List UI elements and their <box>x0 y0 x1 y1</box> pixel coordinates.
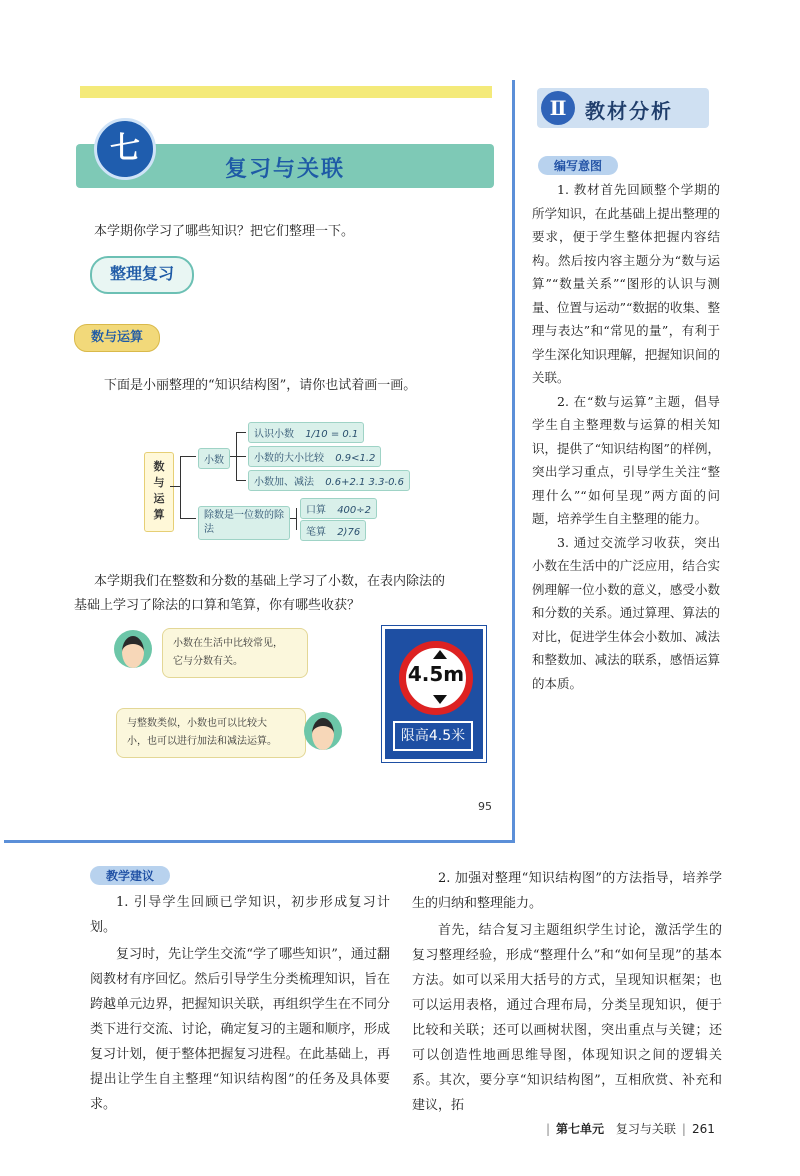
sign-circle <box>399 641 473 715</box>
chapter-title: 复习与关联 <box>224 157 345 182</box>
map-connector <box>296 508 297 530</box>
map-leaf-label: 笔算 <box>306 527 326 538</box>
topic-tag: 数与运算 <box>74 324 160 352</box>
map-leaf-addsub <box>248 470 410 491</box>
chapter-number-badge: 七 <box>94 118 156 180</box>
map-leaf-label: 口算 <box>306 505 326 516</box>
intent-section-tag: 编写意图 <box>538 156 618 175</box>
map-connector <box>236 456 246 457</box>
map-connector <box>180 518 196 519</box>
intent-paragraph: 2. 在“数与运算”主题，倡导学生自主整理数与运算的相关知识，提供了“知识结构图”的样例，突出学习重点，引导学生关注“整理什么”“如何呈现”两方面的问题，培养学生自主整理的能力。 <box>532 393 720 526</box>
knowledge-map <box>4 80 512 560</box>
map-leaf-example: 1/10 = 0.1 <box>305 429 359 440</box>
map-leaf-know-decimal <box>248 422 364 443</box>
footer-title: 复习与关联 <box>615 1122 676 1136</box>
map-branch-decimal: 小数 <box>198 448 230 469</box>
footer-divider: | <box>681 1122 686 1136</box>
map-branch-division: 除数是一位数的除法 <box>198 506 290 540</box>
map-leaf-oral <box>300 498 377 519</box>
arrow-down-icon <box>433 650 447 659</box>
height-limit-sign <box>382 626 486 762</box>
suggestion-paragraph: 首先，结合复习主题组织学生讨论，激活学生的复习整理经验，形成“整理什么”和“如何呈现”的基本方法。如可以采用大括号的方式，呈现知识框架；也可以运用表格，通过合理布局，分类呈现知识，便于比较和关联；还可以画树状图，突出重点与关键；还可以创造性地画思维导图，体现知识之间的逻辑关系。其次，要分享“知识结构图”，互相欣赏、补充和建议，拓 <box>412 923 722 1113</box>
map-leaf-compare <box>248 446 381 467</box>
sign-value: 4.5m <box>407 662 465 686</box>
map-intro: 下面是小丽整理的“知识结构图”，请你也试着画一画。 <box>104 378 417 393</box>
bubble-line: 小数在生活中比较常见， <box>173 638 283 649</box>
textbook-page-number: 95 <box>478 800 492 813</box>
map-leaf-written <box>300 520 366 541</box>
footer-unit: 第七单元 <box>556 1122 605 1136</box>
suggestion-left-column <box>90 890 390 1119</box>
bubble-line: 小，也可以进行加法和减法运算。 <box>127 736 277 747</box>
textbook-page <box>4 80 515 843</box>
sign-caption: 限高4.5米 <box>393 721 473 751</box>
speech-bubble-girl <box>116 708 306 758</box>
bubble-line: 它与分数有关。 <box>173 656 243 667</box>
map-leaf-example: 2)76 <box>337 527 361 538</box>
map-connector <box>180 456 196 457</box>
harvest-paragraph-line2: 基础上学习了除法的口算和笔算，你有哪些收获？ <box>74 598 361 613</box>
intro-question: 本学期你学习了哪些知识？把它们整理一下。 <box>94 224 355 239</box>
map-leaf-example: 0.6+2.1 3.3-0.6 <box>325 477 404 488</box>
map-connector <box>170 486 180 487</box>
intent-paragraph: 1. 教材首先回顾整个学期的所学知识，在此基础上提出整理的要求，便于学生整体把握内容结构。然后按内容主题分为“数与运算”“数量关系”“图形的认识与测量、位置与运动”“数据的收集、整理与表达”和“常见的量”，有利于学生深化知识理解，把握知识间的关联。 <box>532 182 720 385</box>
footer-divider: | <box>546 1122 551 1136</box>
footer-page-number: 261 <box>691 1122 715 1136</box>
intent-paragraph: 3. 通过交流学习收获，突出小数在生活中的广泛应用，结合实例理解一位小数的意义，感受小数和分数的关系。通过算理、算法的对比，促进学生体会小数加、减法和整数加、减法的联系，感悟运算的本质。 <box>532 534 720 691</box>
suggestion-paragraph: 1. 引导学生回顾已学知识，初步形成复习计划。 <box>90 895 390 935</box>
map-leaf-example: 0.9<1.2 <box>335 453 376 464</box>
suggestion-section-tag: 教学建议 <box>90 866 170 885</box>
suggestion-paragraph: 2. 加强对整理“知识结构图”的方法指导，培养学生的归纳和整理能力。 <box>412 871 722 911</box>
map-connector <box>290 518 296 519</box>
harvest-paragraph-line1: 本学期我们在整数和分数的基础上学习了小数，在表内除法的 <box>94 574 446 589</box>
map-connector <box>180 456 181 518</box>
speech-bubble-boy <box>162 628 308 678</box>
analysis-heading <box>537 88 709 128</box>
map-leaf-example: 400÷2 <box>337 505 372 516</box>
review-badge: 整理复习 <box>90 256 194 294</box>
page-footer <box>540 1120 715 1137</box>
intent-body <box>532 178 720 695</box>
map-leaf-label: 小数加、减法 <box>254 477 314 488</box>
map-leaf-label: 认识小数 <box>254 429 294 440</box>
suggestion-right-column <box>412 866 722 1120</box>
girl-avatar <box>304 712 342 750</box>
arrow-up-icon <box>433 695 447 704</box>
bubble-line: 与整数类似，小数也可以比较大 <box>127 718 267 729</box>
map-leaf-label: 小数的大小比较 <box>254 453 324 464</box>
boy-avatar <box>114 630 152 668</box>
analysis-numeral: Ⅱ <box>541 91 575 125</box>
map-connector <box>236 432 246 433</box>
analysis-title: 教材分析 <box>585 99 673 123</box>
map-root: 数与运算 <box>144 452 174 532</box>
map-connector <box>236 480 246 481</box>
suggestion-paragraph: 复习时，先让学生交流“学了哪些知识”，通过翻阅教材有序回忆。然后引导学生分类梳理知识，旨在跨越单元边界，把握知识关联，再组织学生在不同分类下进行交流、讨论，确定复习的主题和顺序，形成复习计划，便于整体把握复习进程。在此基础上，再提出让学生自主整理“知识结构图”的任务及具体要求。 <box>90 947 390 1112</box>
